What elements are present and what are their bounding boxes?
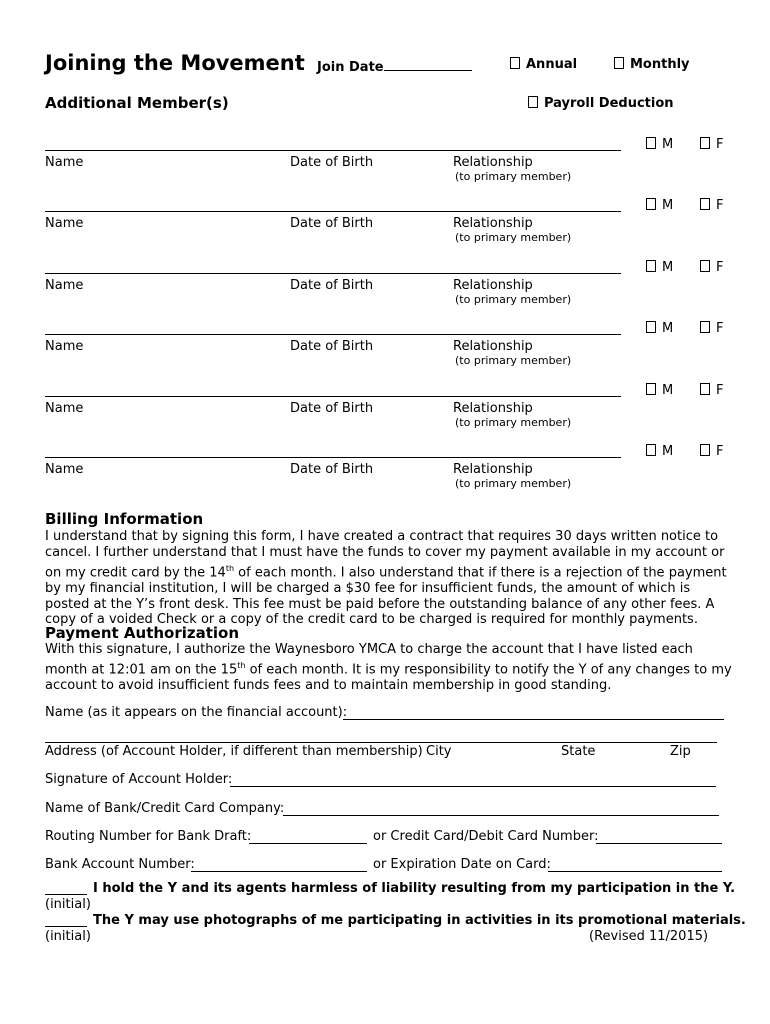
billing-heading: Billing Information: [45, 510, 204, 528]
male-label: M: [662, 260, 674, 275]
female-checkbox[interactable]: [700, 444, 710, 456]
male-option[interactable]: [646, 321, 673, 336]
member-dob-label: Date of Birth: [290, 278, 374, 293]
member-dob-label: Date of Birth: [290, 155, 374, 170]
male-label: M: [662, 444, 674, 459]
name-on-account-label: Name (as it appears on the financial account):: [45, 705, 348, 720]
liability-initial-label: (initial): [45, 897, 91, 912]
monthly-checkbox[interactable]: [614, 57, 624, 69]
member-relationship-note: (to primary member): [455, 416, 572, 429]
photo-initial-label: (initial): [45, 929, 91, 944]
signature-line[interactable]: [230, 786, 716, 787]
male-checkbox[interactable]: [646, 383, 656, 395]
female-label: F: [716, 260, 724, 275]
card-number-label: or Credit Card/Debit Card Number:: [373, 829, 599, 844]
female-checkbox[interactable]: [700, 198, 710, 210]
monthly-label: Monthly: [630, 57, 690, 72]
liability-initial-line[interactable]: [45, 894, 87, 895]
payroll-label: Payroll Deduction: [544, 96, 674, 111]
bank-name-label: Name of Bank/Credit Card Company:: [45, 801, 285, 816]
female-label: F: [716, 444, 724, 459]
member-dob-label: Date of Birth: [290, 462, 374, 477]
routing-label: Routing Number for Bank Draft:: [45, 829, 252, 844]
male-label: M: [662, 321, 674, 336]
photo-initial-line[interactable]: [45, 926, 87, 927]
member-name-label: Name: [45, 216, 84, 231]
male-checkbox[interactable]: [646, 321, 656, 333]
address-label: Address (of Account Holder, if different than membership): [45, 744, 423, 759]
payment-sup: th: [237, 660, 246, 670]
billing-text-1: I understand that by signing this form, I have created a contract that requires 30 days written notice to cancel. I further understand that I must have the funds to cover my payment available in my account or on my credit card by the 14: [45, 529, 725, 580]
female-label: F: [716, 383, 724, 398]
member-dob-label: Date of Birth: [290, 216, 374, 231]
female-label: F: [716, 321, 724, 336]
female-option[interactable]: [700, 198, 723, 213]
payroll-checkbox[interactable]: [528, 96, 538, 108]
address-line[interactable]: [45, 742, 717, 743]
male-option[interactable]: [646, 198, 673, 213]
member-relationship-label: Relationship: [453, 216, 533, 231]
member-relationship-note: (to primary member): [455, 477, 572, 490]
female-option[interactable]: [700, 321, 723, 336]
member-relationship-label: Relationship: [453, 462, 533, 477]
male-checkbox[interactable]: [646, 260, 656, 272]
member-dob-label: Date of Birth: [290, 401, 374, 416]
member-line[interactable]: [45, 396, 621, 397]
male-option[interactable]: [646, 383, 673, 398]
billing-text-2: of each month. I also understand that if there is a rejection of the payment by my financial institution, I will be charged a $30 fee for insufficient funds, the amount of which is posted at the Y’s front desk. This fee must be paid before the outstanding balance of any other fees. A copy of a voided Check or a copy of the credit card to be charged is required for monthly payments.: [45, 564, 727, 628]
female-label: F: [716, 198, 724, 213]
male-option[interactable]: [646, 444, 673, 459]
zip-label: Zip: [670, 744, 691, 759]
liability-text: I hold the Y and its agents harmless of liability resulting from my participation in the Y.: [93, 881, 736, 896]
form-title: Joining the Movement: [45, 51, 305, 75]
state-label: State: [561, 744, 596, 759]
payment-heading: Payment Authorization: [45, 624, 240, 642]
bank-account-label: Bank Account Number:: [45, 857, 195, 872]
signature-label: Signature of Account Holder:: [45, 772, 233, 787]
member-name-label: Name: [45, 339, 84, 354]
billing-paragraph: [45, 529, 735, 628]
member-line[interactable]: [45, 211, 621, 212]
expiration-label: or Expiration Date on Card:: [373, 857, 551, 872]
expiration-line[interactable]: [548, 871, 722, 872]
member-name-label: Name: [45, 278, 84, 293]
member-relationship-note: (to primary member): [455, 293, 572, 306]
female-checkbox[interactable]: [700, 321, 710, 333]
member-relationship-label: Relationship: [453, 155, 533, 170]
female-checkbox[interactable]: [700, 383, 710, 395]
revised-date: (Revised 11/2015): [589, 929, 709, 944]
member-line[interactable]: [45, 334, 621, 335]
city-label: City: [426, 744, 452, 759]
routing-line[interactable]: [249, 843, 367, 844]
payroll-option[interactable]: [528, 96, 674, 111]
member-relationship-label: Relationship: [453, 339, 533, 354]
billing-sup: th: [225, 563, 235, 573]
member-relationship-note: (to primary member): [455, 231, 572, 244]
female-option[interactable]: [700, 383, 723, 398]
male-option[interactable]: [646, 260, 673, 275]
male-checkbox[interactable]: [646, 444, 656, 456]
bank-name-line[interactable]: [283, 815, 719, 816]
member-name-label: Name: [45, 401, 84, 416]
monthly-option[interactable]: [614, 57, 690, 72]
annual-option[interactable]: [510, 57, 577, 72]
photo-text: The Y may use photographs of me participating in activities in its promotional materials.: [93, 913, 746, 928]
male-option[interactable]: [646, 137, 673, 152]
join-date-blank[interactable]: [384, 58, 472, 71]
join-date-label: Join Date: [317, 60, 384, 75]
male-label: M: [662, 383, 674, 398]
member-line[interactable]: [45, 457, 621, 458]
member-relationship-note: (to primary member): [455, 170, 572, 183]
member-relationship-label: Relationship: [453, 401, 533, 416]
join-date-field[interactable]: [317, 58, 472, 75]
male-checkbox[interactable]: [646, 137, 656, 149]
card-number-line[interactable]: [596, 843, 722, 844]
female-option[interactable]: [700, 444, 723, 459]
female-checkbox[interactable]: [700, 137, 710, 149]
member-line[interactable]: [45, 150, 621, 151]
member-relationship-label: Relationship: [453, 278, 533, 293]
member-relationship-note: (to primary member): [455, 354, 572, 367]
member-name-label: Name: [45, 155, 84, 170]
male-checkbox[interactable]: [646, 198, 656, 210]
member-dob-label: Date of Birth: [290, 339, 374, 354]
male-label: M: [662, 198, 674, 213]
payment-text-1: With this signature, I authorize the Waynesboro YMCA to charge the account that I have listed each month at 12:01 am on the 15: [45, 642, 693, 678]
member-line[interactable]: [45, 273, 621, 274]
female-checkbox[interactable]: [700, 260, 710, 272]
annual-label: Annual: [526, 57, 578, 72]
annual-checkbox[interactable]: [510, 57, 520, 69]
member-name-label: Name: [45, 462, 84, 477]
female-option[interactable]: [700, 137, 723, 152]
male-label: M: [662, 137, 674, 152]
payment-paragraph: [45, 642, 735, 694]
payment-text-2: of each month. It is my responsibility to notify the Y of any changes to my account to avoid insufficient funds fees and to maintain membership in good standing.: [45, 662, 732, 693]
name-on-account-line[interactable]: [343, 719, 724, 720]
bank-account-line[interactable]: [191, 871, 367, 872]
additional-members-heading: Additional Member(s): [45, 94, 229, 112]
female-option[interactable]: [700, 260, 723, 275]
female-label: F: [716, 137, 724, 152]
